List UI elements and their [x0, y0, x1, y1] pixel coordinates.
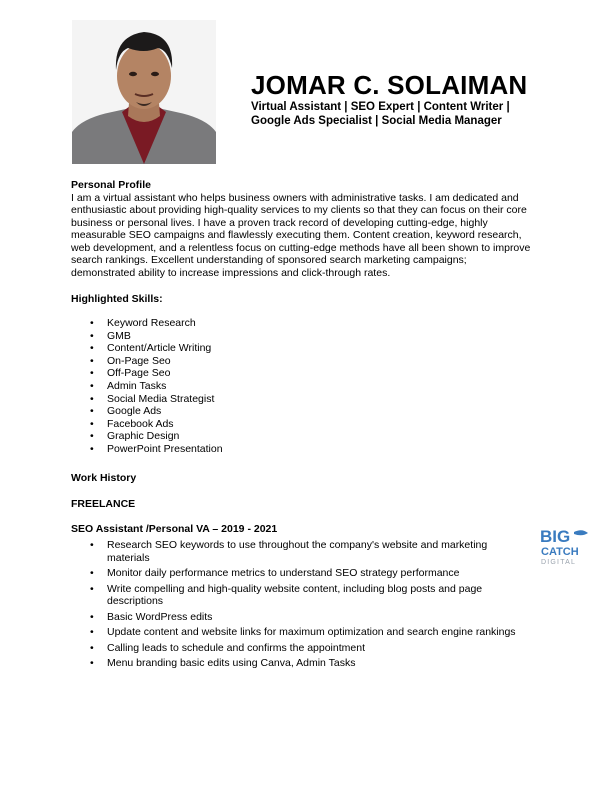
job-role: SEO Assistant /Personal VA – 2019 - 2021 — [71, 523, 278, 535]
big-catch-digital-logo — [538, 524, 590, 568]
profile-section — [71, 179, 531, 279]
work-history-heading: Work History — [71, 472, 137, 484]
list-item: • Update content and website links for maximum optimization and search engine rankings — [90, 626, 530, 639]
list-item: • Write compelling and high-quality website content, including blog posts and page descriptions — [90, 583, 530, 608]
candidate-name: JOMAR C. SOLAIMAN — [251, 70, 528, 100]
list-item: • Facebook Ads — [90, 418, 223, 431]
list-item: • GMB — [90, 330, 223, 343]
company-name: FREELANCE — [71, 498, 136, 510]
list-item: • Basic WordPress edits — [90, 611, 530, 624]
list-item: • Keyword Research — [90, 317, 223, 330]
list-item: • Social Media Strategist — [90, 393, 223, 406]
list-item: • Research SEO keywords to use throughout the company's website and marketing materials — [90, 539, 530, 564]
logo-text-digital: DIGITAL — [541, 559, 577, 566]
list-item: • Monitor daily performance metrics to understand SEO strategy performance — [90, 567, 530, 580]
list-item: • Menu branding basic edits using Canva, Admin Tasks — [90, 657, 530, 670]
logo-text-big: BIG — [540, 527, 571, 546]
skills-heading: Highlighted Skills: — [71, 293, 163, 305]
list-item: • PowerPoint Presentation — [90, 443, 223, 456]
list-item: • Content/Article Writing — [90, 342, 223, 355]
list-item: • Graphic Design — [90, 430, 223, 443]
list-item: • Calling leads to schedule and confirms the appointment — [90, 642, 530, 655]
list-item: • Google Ads — [90, 405, 223, 418]
logo-text-catch: CATCH — [541, 546, 579, 558]
list-item: • Admin Tasks — [90, 380, 223, 393]
person-portrait-icon — [72, 20, 216, 164]
list-item: • On-Page Seo — [90, 355, 223, 368]
profile-text: I am a virtual assistant who helps business owners with administrative tasks. I am dedicated and enthusiastic about providing high-quality services to my clients so that they can focus on their core business or personal lives. I have a proven track record of developing cutting-edge, highly measurable SEO campaigns and flawlessly executing them. Content creation, keyword research, web development, and a relentless focus on cutting-edge methods have all been shown to improve search rankings. Excellent understanding of sponsored search marketing campaigns; demonstrated ability to increase impressions and click-through rates. — [71, 191, 531, 279]
candidate-titles: Virtual Assistant | SEO Expert | Content Writer | Google Ads Specialist | Social Media Manager — [251, 101, 510, 127]
profile-photo — [72, 20, 216, 164]
duties-list — [90, 539, 530, 673]
profile-heading: Personal Profile — [71, 179, 151, 191]
skills-list — [90, 317, 223, 456]
list-item: • Off-Page Seo — [90, 367, 223, 380]
fish-logo-icon — [538, 524, 590, 568]
